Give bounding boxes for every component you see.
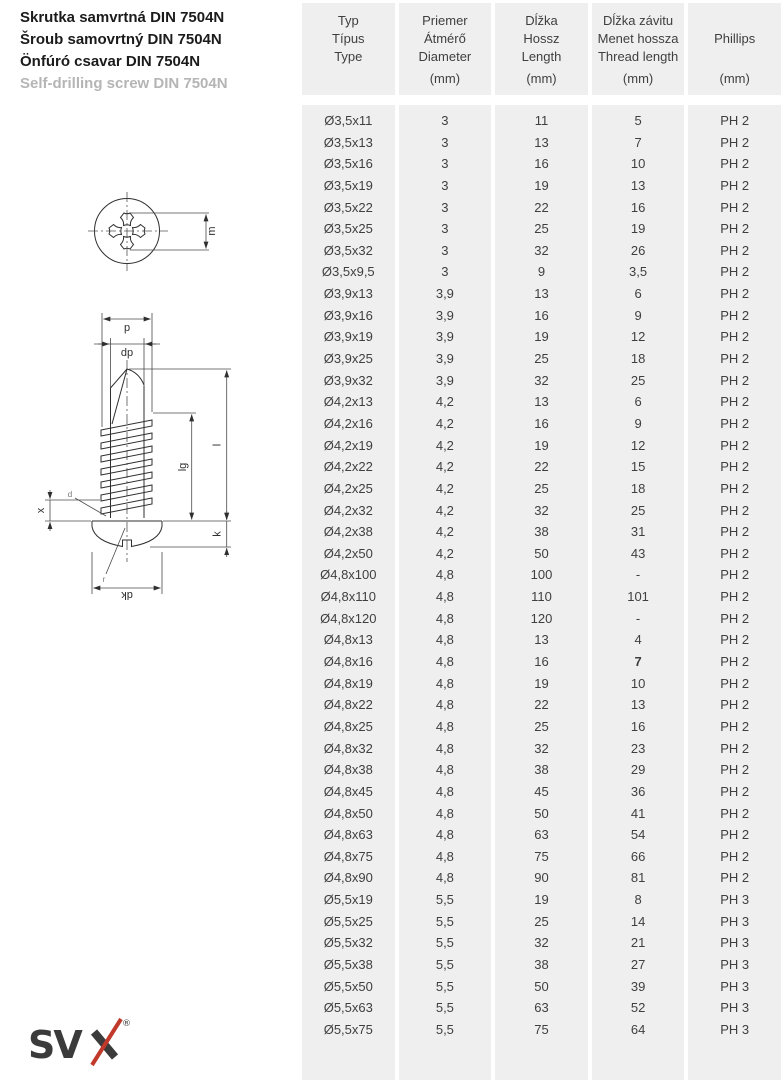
table-cell: 4,8 (435, 632, 454, 648)
table-cell: PH 2 (720, 675, 750, 691)
table-cell: PH 2 (720, 589, 750, 605)
table-cell: Ø4,8x16 (323, 654, 373, 670)
table-cell: 3 (441, 177, 449, 193)
header-line: Diameter (418, 49, 472, 64)
table-cell: Ø3,9x19 (323, 329, 373, 345)
header-line: Phillips (714, 31, 756, 46)
table-cell: Ø3,5x16 (323, 156, 373, 172)
dim-label-k: k (211, 531, 224, 537)
table-cell: 3 (441, 199, 449, 215)
table-cell: 3,5 (629, 264, 648, 280)
table-cell: 41 (630, 805, 646, 821)
screw-side-view (35, 313, 231, 601)
table-cell: 16 (630, 718, 646, 734)
dim-label-dk: dk (121, 589, 133, 601)
header-line: Menet hossza (597, 31, 679, 46)
table-cell: 19 (534, 675, 549, 691)
table-cell: 5,5 (435, 892, 454, 908)
table-cell: 25 (534, 221, 549, 237)
header-unit: (mm) (526, 71, 557, 86)
table-cell: 4,8 (435, 870, 454, 886)
table-cell: Ø3,5x22 (323, 199, 373, 215)
table-cell: Ø4,2x38 (323, 524, 373, 540)
logo-sv-text: SV (28, 1023, 81, 1067)
table-cell: PH 2 (720, 415, 750, 431)
table-cell: PH 2 (720, 718, 750, 734)
table-cell: 13 (630, 697, 646, 713)
table-cell: 23 (630, 740, 646, 756)
table-cell: 5,5 (435, 956, 454, 972)
table-cell: Ø4,2x16 (323, 415, 373, 431)
table-cell: 45 (534, 783, 549, 799)
table-cell: Ø4,2x50 (323, 545, 373, 561)
header-line: Dĺžka závitu (603, 13, 674, 28)
table-cell: PH 2 (720, 221, 750, 237)
header-line: Átmérő (423, 31, 466, 46)
table-cell: PH 2 (720, 654, 750, 670)
table-cell: Ø5,5x50 (323, 978, 373, 994)
table-cell: 3 (441, 156, 449, 172)
table-cell: 6 (634, 286, 642, 302)
table-cell: 4,2 (435, 394, 454, 410)
table-cell: PH 2 (720, 372, 750, 388)
svx-logo (28, 1012, 148, 1079)
table-cell: - (635, 610, 641, 626)
table-cell: 120 (530, 610, 553, 626)
logo-x-red-stroke (92, 1019, 121, 1065)
table-cell: Ø4,8x50 (323, 805, 373, 821)
title-en: Self-drilling screw DIN 7504N (20, 75, 228, 92)
table-cell: 4,2 (435, 502, 454, 518)
table-cell: PH 2 (720, 177, 750, 193)
table-cell: 32 (534, 372, 549, 388)
table-cell: 100 (530, 567, 553, 583)
table-cell: 4,2 (435, 480, 454, 496)
header-line: Length (521, 49, 562, 64)
column-header-diameter (399, 3, 492, 95)
table-cell: PH 3 (720, 1000, 750, 1016)
table-cell: PH 2 (720, 610, 750, 626)
table-cell: 38 (534, 524, 549, 540)
table-cell: Ø4,8x25 (323, 718, 373, 734)
table-cell: PH 2 (720, 134, 750, 150)
table-cell: PH 2 (720, 783, 750, 799)
header-unit: (mm) (429, 71, 461, 86)
header-unit: (mm) (622, 71, 654, 86)
table-cell: Ø3,5x25 (323, 221, 373, 237)
column-phillips (688, 3, 781, 1080)
table-cell: PH 2 (720, 394, 750, 410)
table-cell: 4,2 (435, 545, 454, 561)
table-cell: PH 2 (720, 827, 750, 843)
table-cell: 5,5 (435, 913, 454, 929)
table-cell: 18 (630, 480, 646, 496)
table-cell: PH 2 (720, 545, 750, 561)
table-cell: 9 (537, 264, 546, 280)
table-cell: 19 (630, 221, 646, 237)
table-cell: PH 2 (720, 113, 750, 128)
table-cell: 19 (534, 177, 549, 193)
table-cell: Ø3,5x19 (323, 177, 373, 193)
table-cell: 16 (534, 415, 549, 431)
header-line (688, 48, 781, 66)
table-cell: Ø4,8x32 (323, 740, 373, 756)
table-cell: PH 3 (720, 913, 750, 929)
table-cell: PH 2 (720, 848, 750, 864)
spec-table (302, 3, 781, 1080)
table-cell: PH 2 (720, 156, 750, 172)
logo-registered-mark: ® (122, 1019, 131, 1029)
table-cell: 25 (630, 502, 646, 518)
header-line: Dĺžka (525, 13, 558, 28)
table-cell: PH 2 (720, 351, 750, 367)
table-cell: 4 (634, 632, 642, 648)
table-cell: 19 (534, 329, 549, 345)
table-cell: 9 (634, 415, 642, 431)
table-cell: PH 2 (720, 502, 750, 518)
table-cell: 75 (534, 1021, 549, 1037)
title-block (20, 7, 228, 95)
table-cell: PH 2 (720, 524, 750, 540)
header-unit: (mm) (719, 71, 750, 86)
table-cell: 4,2 (435, 415, 454, 431)
table-cell: Ø4,8x90 (323, 870, 373, 886)
table-cell: 64 (630, 1021, 646, 1037)
table-cell: 16 (534, 156, 549, 172)
table-cell: 38 (534, 762, 549, 778)
table-cell: 4,2 (435, 437, 454, 453)
table-cell: 6 (634, 394, 642, 410)
header-line: Type (334, 49, 363, 64)
table-cell: 13 (534, 632, 549, 648)
table-cell: PH 3 (720, 892, 750, 908)
table-cell: Ø3,5x13 (323, 134, 373, 150)
table-cell: 3 (441, 221, 449, 237)
header-line (688, 12, 781, 30)
table-cell: 32 (534, 502, 549, 518)
column-body-thread-length (592, 105, 685, 1080)
table-cell: PH 3 (720, 1021, 750, 1037)
table-cell: 4,8 (435, 610, 454, 626)
table-cell: 8 (634, 892, 642, 908)
column-body-phillips (688, 105, 781, 1080)
dim-label-r: r (102, 575, 106, 584)
header-unit (302, 70, 395, 88)
table-cell: 21 (630, 935, 646, 951)
table-cell: Ø4,8x100 (320, 567, 377, 583)
table-cell: 4,8 (435, 762, 454, 778)
table-cell: 50 (534, 545, 549, 561)
table-cell: PH 2 (720, 632, 750, 648)
table-cell: Ø4,8x120 (320, 610, 377, 626)
table-cell: PH 2 (720, 329, 750, 345)
table-cell: PH 3 (720, 935, 750, 951)
table-cell: 5,5 (435, 1000, 454, 1016)
table-cell: 3,9 (435, 307, 454, 323)
table-cell: 4,2 (435, 459, 454, 475)
table-cell: Ø4,8x22 (323, 697, 373, 713)
table-cell: 13 (534, 134, 549, 150)
table-cell: 7 (634, 654, 642, 670)
table-cell: 13 (630, 177, 646, 193)
table-cell: PH 2 (720, 437, 750, 453)
table-cell: 25 (630, 372, 646, 388)
table-cell: Ø4,2x32 (323, 502, 373, 518)
table-cell: 10 (630, 675, 646, 691)
table-cell: Ø3,9x13 (323, 286, 373, 302)
table-cell: 13 (534, 394, 549, 410)
table-cell: 4,8 (435, 827, 454, 843)
table-cell: 27 (630, 956, 646, 972)
table-cell: 110 (531, 589, 552, 605)
table-cell: 52 (630, 1000, 646, 1016)
header-line: Priemer (422, 13, 468, 28)
table-cell: 4,8 (435, 783, 454, 799)
table-cell: Ø3,9x32 (323, 372, 373, 388)
table-cell: PH 2 (720, 740, 750, 756)
table-cell: 18 (630, 351, 646, 367)
dim-label-lg: lg (177, 462, 189, 472)
table-cell: PH 3 (720, 978, 750, 994)
table-cell: Ø5,5x19 (323, 892, 373, 908)
table-cell: Ø4,8x19 (323, 675, 373, 691)
table-cell: 3,9 (435, 329, 454, 345)
table-cell: 29 (630, 762, 646, 778)
table-cell: Ø5,5x75 (323, 1021, 373, 1037)
table-cell: Ø3,5x11 (324, 113, 373, 128)
table-cell: 19 (534, 437, 549, 453)
table-cell: 25 (534, 351, 549, 367)
table-cell: 32 (534, 935, 549, 951)
title-cz: Šroub samovrtný DIN 7504N (20, 31, 222, 48)
dim-label-d: d (67, 490, 73, 499)
header-line: Typ (337, 13, 359, 28)
column-body-length (495, 105, 588, 1080)
screw-top-view (88, 192, 218, 271)
table-cell: 3 (441, 264, 449, 280)
table-cell: 22 (534, 697, 549, 713)
table-cell: 12 (630, 437, 646, 453)
table-cell: Ø4,8x13 (323, 632, 373, 648)
table-cell: Ø5,5x63 (323, 1000, 373, 1016)
table-cell: 3,9 (435, 372, 454, 388)
table-cell: 16 (630, 199, 646, 215)
table-cell: PH 2 (720, 264, 750, 280)
table-cell: Ø3,5x32 (323, 242, 373, 258)
table-cell: 10 (630, 156, 646, 172)
column-header-type (302, 3, 395, 95)
table-cell: 4,8 (435, 805, 454, 821)
table-cell: 3 (441, 242, 449, 258)
table-cell: 3 (441, 134, 449, 150)
table-cell: PH 2 (720, 199, 750, 215)
dim-label-dp: dp (120, 347, 134, 359)
table-cell: 3,9 (435, 286, 454, 302)
table-cell: PH 2 (720, 697, 750, 713)
table-cell: Ø4,8x38 (323, 762, 373, 778)
table-cell: Ø3,9x25 (323, 351, 373, 367)
table-cell: 66 (630, 848, 646, 864)
table-cell: 22 (534, 459, 549, 475)
table-cell: PH 2 (720, 307, 750, 323)
table-cell: 4,8 (435, 718, 454, 734)
title-sk: Skrutka samvrtná DIN 7504N (20, 9, 225, 26)
table-cell: Ø4,2x25 (323, 480, 373, 496)
table-cell: Ø5,5x25 (323, 913, 373, 929)
table-cell: 26 (630, 242, 646, 258)
column-header-thread-length (592, 3, 685, 95)
header-line: Típus (332, 31, 365, 46)
column-thread-length (592, 3, 685, 1080)
table-cell: PH 2 (720, 286, 750, 302)
screw-technical-drawing (0, 150, 300, 620)
table-cell: 11 (534, 113, 549, 128)
table-cell: 31 (630, 524, 646, 540)
column-header-length (495, 3, 588, 95)
table-cell: 22 (534, 199, 549, 215)
table-cell: 25 (534, 480, 549, 496)
thread-profile (101, 420, 152, 514)
dim-label-l: l (211, 443, 224, 447)
table-cell: 4,8 (435, 654, 454, 670)
table-cell: Ø4,2x22 (323, 459, 373, 475)
title-hu: Önfúró csavar DIN 7504N (20, 53, 201, 70)
table-cell: PH 3 (720, 956, 750, 972)
table-cell: 90 (534, 870, 549, 886)
table-cell: 5,5 (435, 1021, 454, 1037)
column-body-type (302, 105, 395, 1080)
table-cell: PH 2 (720, 242, 750, 258)
table-cell: 9 (634, 307, 642, 323)
table-cell: 43 (630, 545, 646, 561)
table-cell: PH 2 (720, 762, 750, 778)
table-cell: 25 (534, 718, 549, 734)
table-cell: 32 (534, 740, 549, 756)
table-cell: 38 (534, 956, 549, 972)
table-cell: 19 (534, 892, 549, 908)
table-cell: 54 (630, 827, 646, 843)
table-cell: 3,9 (435, 351, 454, 367)
table-cell: - (635, 567, 641, 583)
table-cell: 4,2 (435, 524, 454, 540)
table-cell: PH 2 (720, 870, 750, 886)
dim-label-m: m (206, 226, 218, 236)
table-cell: 12 (630, 329, 646, 345)
column-length (495, 3, 588, 1080)
table-cell: PH 2 (720, 567, 750, 583)
table-cell: 3 (441, 113, 449, 128)
table-cell: 4,8 (435, 697, 454, 713)
table-cell: PH 2 (720, 480, 750, 496)
column-header-phillips (688, 3, 781, 95)
table-cell: 32 (534, 242, 549, 258)
table-cell: 50 (534, 978, 549, 994)
column-body-diameter (399, 105, 492, 1080)
column-type (302, 3, 395, 1080)
table-cell: Ø4,2x13 (323, 394, 373, 410)
table-cell: 81 (630, 870, 646, 886)
table-cell: 39 (630, 978, 646, 994)
table-cell: 101 (627, 589, 649, 605)
table-cell: 5,5 (435, 978, 454, 994)
table-cell: 4,8 (435, 848, 454, 864)
table-cell: Ø3,9x16 (323, 307, 373, 323)
header-line: Hossz (523, 31, 560, 46)
table-cell: PH 2 (720, 459, 750, 475)
table-cell: 4,8 (435, 675, 454, 691)
table-cell: 63 (534, 827, 549, 843)
table-cell: Ø3,5x9,5 (321, 264, 375, 280)
dim-label-x: x (35, 507, 47, 514)
dim-label-p: p (123, 322, 131, 334)
table-cell: Ø5,5x38 (323, 956, 373, 972)
table-cell: 16 (534, 654, 549, 670)
table-cell: 36 (630, 783, 646, 799)
table-cell: PH 2 (720, 805, 750, 821)
table-cell: 4,8 (435, 567, 454, 583)
table-cell: 25 (534, 913, 549, 929)
table-cell: 4,8 (435, 740, 454, 756)
table-cell: Ø4,2x19 (323, 437, 373, 453)
table-cell: 5,5 (435, 935, 454, 951)
table-cell: Ø5,5x32 (323, 935, 373, 951)
table-cell: 13 (534, 286, 549, 302)
table-cell: 14 (630, 913, 646, 929)
table-cell: 63 (534, 1000, 549, 1016)
table-cell: Ø4,8x63 (323, 827, 373, 843)
table-cell: Ø4,8x110 (320, 589, 376, 605)
table-cell: 50 (534, 805, 549, 821)
table-cell: Ø4,8x45 (323, 783, 373, 799)
table-cell: 75 (534, 848, 549, 864)
table-cell: 15 (630, 459, 646, 475)
table-cell: 16 (534, 307, 549, 323)
table-cell: 5 (634, 113, 642, 128)
header-line: Thread length (597, 49, 679, 64)
table-cell: 7 (634, 134, 642, 150)
column-diameter (399, 3, 492, 1080)
table-cell: Ø4,8x75 (323, 848, 373, 864)
table-cell: 4,8 (435, 589, 454, 605)
